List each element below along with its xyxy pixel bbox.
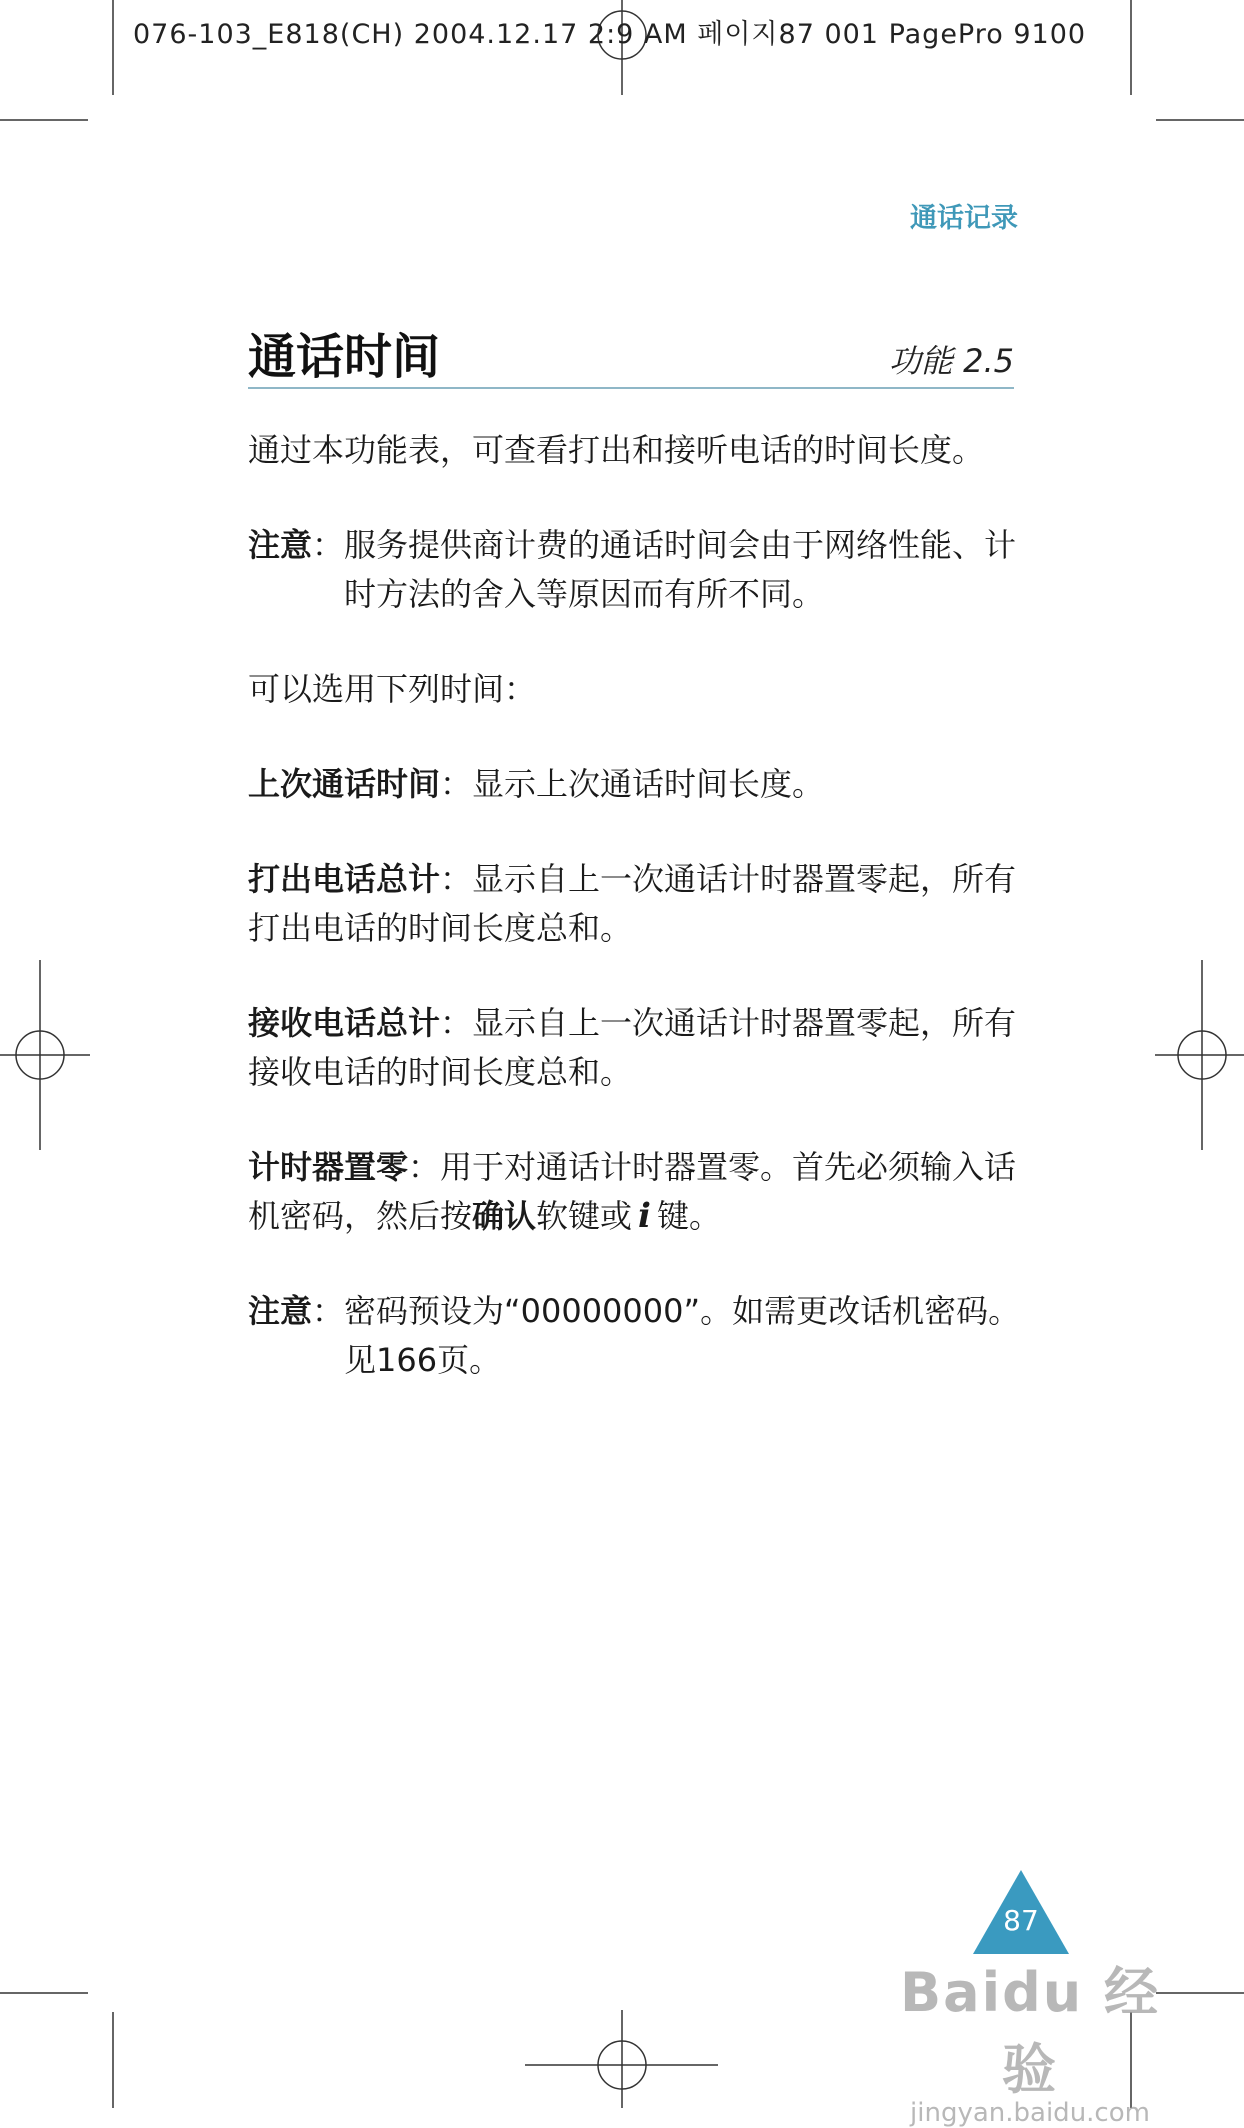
page-number-badge — [973, 1870, 1069, 1954]
note-1 — [248, 521, 1038, 619]
title-divider — [248, 387, 1014, 389]
option-total-outgoing — [248, 855, 1038, 953]
info-key-icon: i — [638, 1196, 651, 1236]
option-separator: ： — [440, 765, 473, 803]
note-separator: ： — [312, 1292, 345, 1330]
function-reference: 功能 2.5 — [888, 342, 1014, 380]
option-description-end: 键。 — [656, 1197, 721, 1235]
confirm-softkey-label: 确认 — [472, 1197, 537, 1235]
watermark-url: jingyan.baidu.com — [910, 2098, 1150, 2128]
note-label: 注意 — [248, 526, 313, 564]
options-intro: 可以选用下列时间： — [248, 670, 537, 708]
intro-paragraph: 通过本功能表，可查看打出和接听电话的时间长度。 — [248, 431, 985, 469]
note-2 — [248, 1287, 1038, 1385]
page-number: 87 — [1003, 1904, 1039, 1937]
option-label: 上次通话时间 — [248, 765, 441, 803]
note-text: 服务提供商计费的通话时间会由于网络性能、计时方法的舍入等原因而有所不同。 — [344, 526, 1017, 613]
note-text: 密码预设为“00000000”。如需更改话机密码。见166页。 — [344, 1292, 1021, 1379]
section-header: 通话记录 — [910, 203, 1018, 234]
option-separator: ： — [440, 1004, 473, 1042]
option-description-cont: 软键或 — [536, 1197, 633, 1235]
option-total-incoming — [248, 999, 1038, 1097]
body-text — [248, 426, 1038, 1431]
watermark — [880, 1950, 1180, 2128]
note-label: 注意 — [248, 1292, 313, 1330]
option-label: 接收电话总计 — [248, 1004, 441, 1042]
option-separator: ： — [440, 860, 473, 898]
option-reset-timers — [248, 1143, 1038, 1241]
option-description: 显示自上一次通话计时器置零起，所有接收电话的时间长度总和。 — [248, 1004, 1017, 1091]
option-description: 显示上次通话时间长度。 — [472, 765, 825, 803]
option-last-call — [248, 760, 1038, 809]
watermark-logo: Baidu 经验 — [899, 1961, 1160, 2101]
option-description: 用于对通话计时器置零。首先必须输入话机密码，然后按 — [248, 1148, 1017, 1235]
page-title: 通话时间 — [248, 329, 441, 385]
option-label: 打出电话总计 — [248, 860, 441, 898]
option-label: 计时器置零 — [248, 1148, 409, 1186]
option-description: 显示自上一次通话计时器置零起，所有打出电话的时间长度总和。 — [248, 860, 1017, 947]
option-separator: ： — [408, 1148, 441, 1186]
print-slug: 076-103_E818(CH) 2004.12.17 2:9 AM 페이지87 001 PagePro 9100 — [133, 19, 1087, 50]
note-separator: ： — [312, 526, 345, 564]
